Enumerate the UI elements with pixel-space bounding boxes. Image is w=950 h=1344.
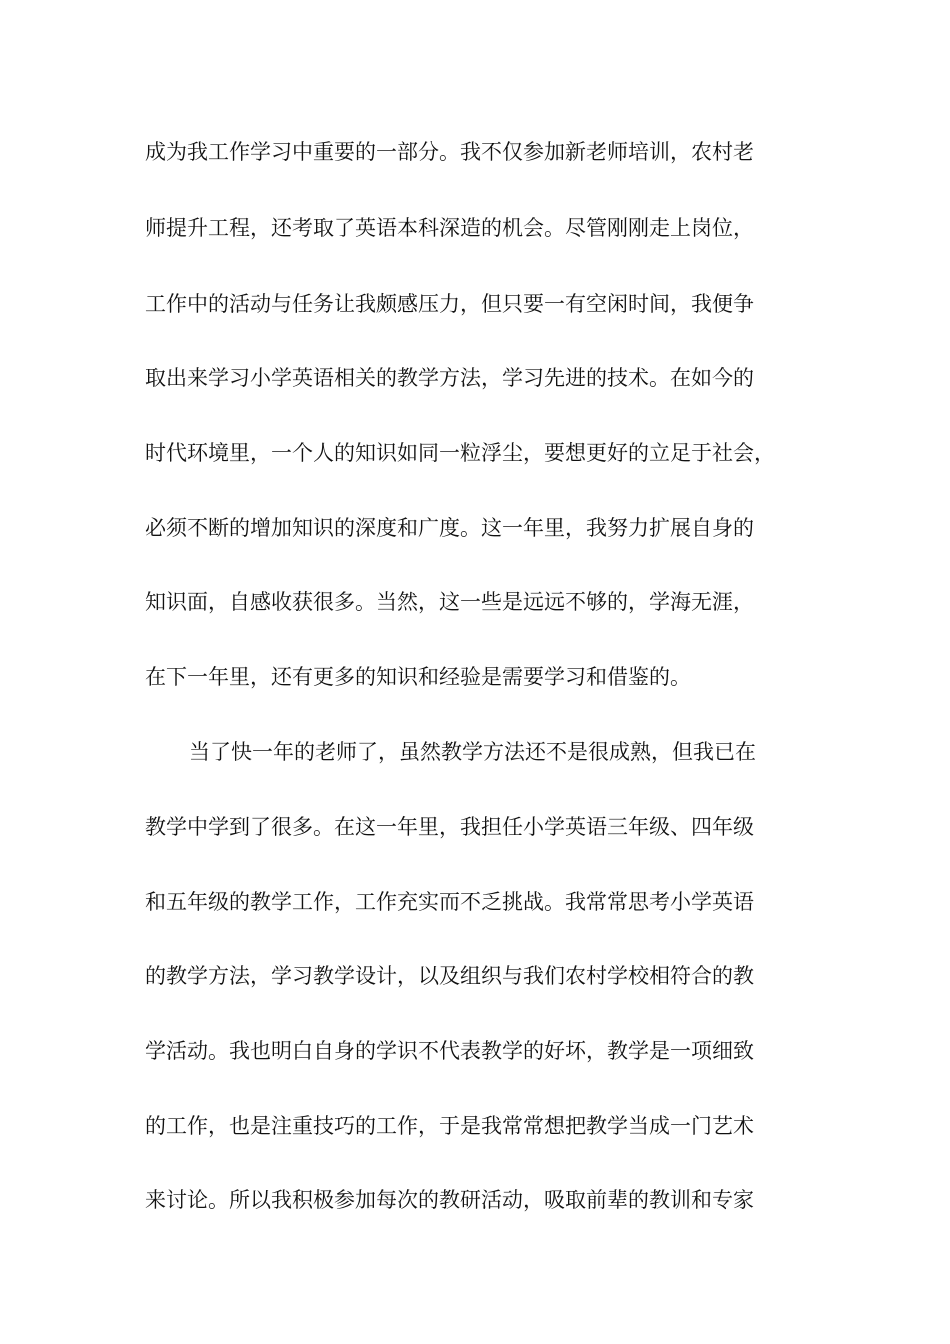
paragraph-1-line-7: 知识面，自感收获很多。当然，这一些是远远不够的，学海无涯， bbox=[145, 590, 754, 614]
paragraph-1-line-5: 时代环境里，一个人的知识如同一粒浮尘，要想更好的立足于社会， bbox=[145, 441, 775, 465]
paragraph-2-line-3: 和五年级的教学工作，工作充实而不乏挑战。我常常思考小学英语 bbox=[145, 890, 754, 914]
paragraph-1-line-8: 在下一年里，还有更多的知识和经验是需要学习和借鉴的。 bbox=[145, 665, 691, 689]
paragraph-2-line-5: 学活动。我也明白自身的学识不代表教学的好坏，教学是一项细致 bbox=[145, 1039, 754, 1063]
paragraph-1-line-6: 必须不断的增加知识的深度和广度。这一年里，我努力扩展自身的 bbox=[145, 516, 754, 540]
paragraph-1-line-1: 成为我工作学习中重要的一部分。我不仅参加新老师培训，农村老 bbox=[145, 140, 754, 164]
paragraph-1-line-2: 师提升工程，还考取了英语本科深造的机会。尽管刚刚走上岗位， bbox=[145, 216, 754, 240]
paragraph-2-line-2: 教学中学到了很多。在这一年里，我担任小学英语三年级、四年级 bbox=[145, 815, 754, 839]
paragraph-2-line-4: 的教学方法，学习教学设计，以及组织与我们农村学校相符合的教 bbox=[145, 964, 754, 988]
paragraph-2-line-1: 当了快一年的老师了，虽然教学方法还不是很成熟，但我已在 bbox=[189, 740, 756, 764]
paragraph-2-line-6: 的工作，也是注重技巧的工作，于是我常常想把教学当成一门艺术 bbox=[145, 1114, 754, 1138]
paragraph-2-line-7: 来讨论。所以我积极参加每次的教研活动，吸取前辈的教训和专家 bbox=[145, 1188, 754, 1212]
paragraph-1-line-3: 工作中的活动与任务让我颇感压力，但只要一有空闲时间，我便争 bbox=[145, 292, 754, 316]
paragraph-1-line-4: 取出来学习小学英语相关的教学方法，学习先进的技术。在如今的 bbox=[145, 366, 754, 390]
